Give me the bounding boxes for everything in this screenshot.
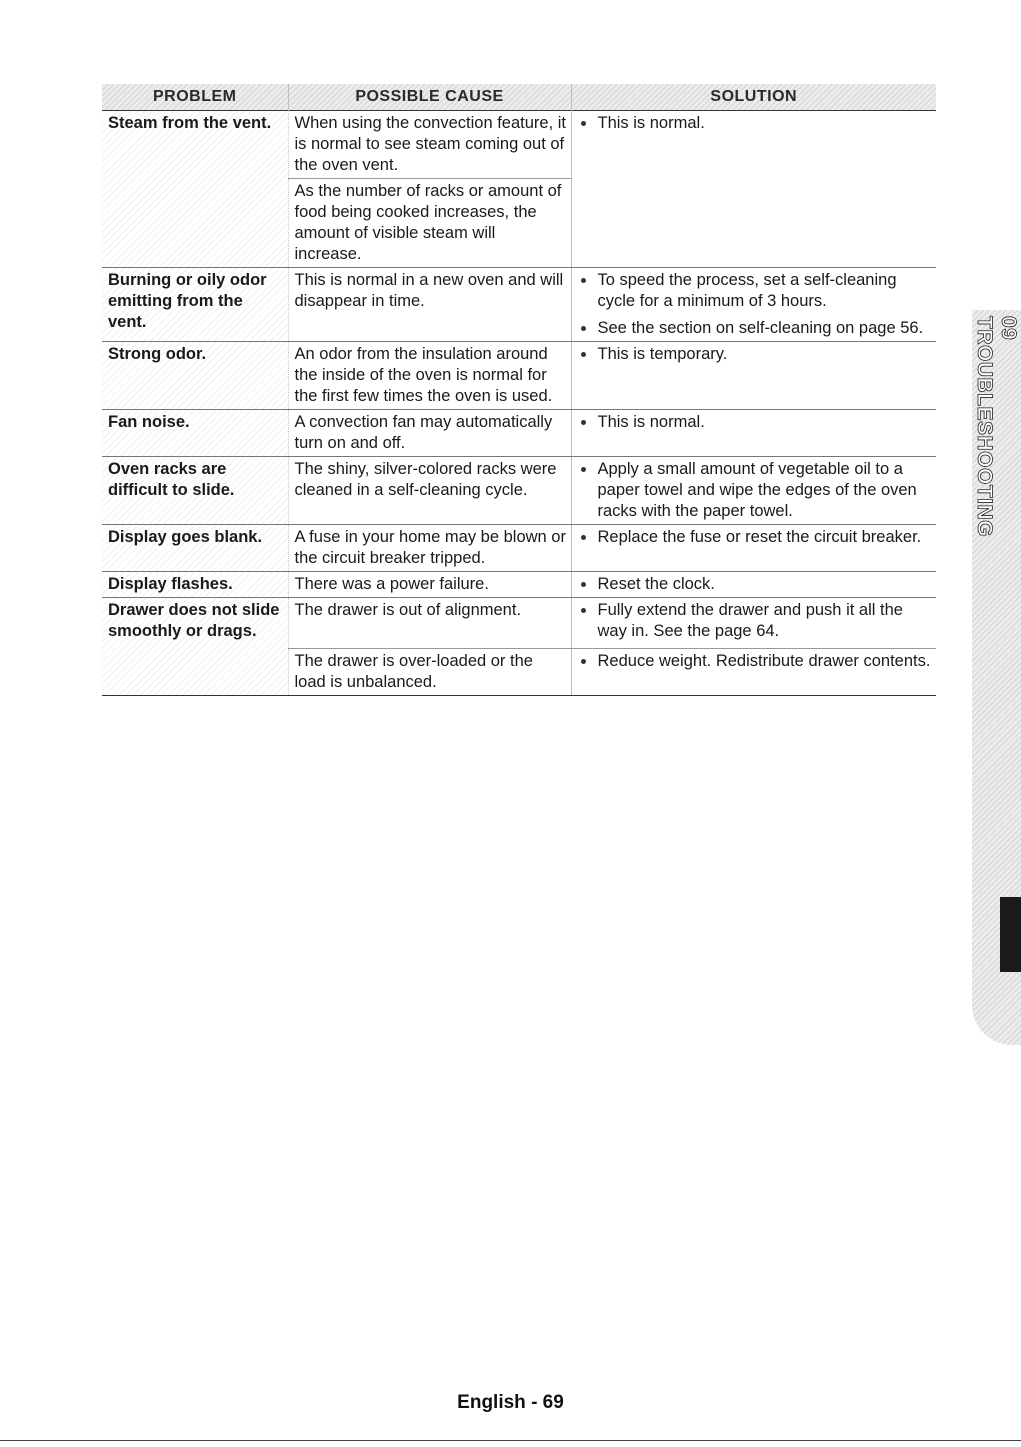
- solution-cell: [571, 598, 936, 649]
- problem-cell: Oven racks are difficult to slide.: [102, 457, 288, 525]
- cause-cell: An odor from the insulation around the inside of the oven is normal for the first few times the oven is used.: [288, 342, 571, 410]
- solution-cell: [571, 649, 936, 696]
- table-row: [102, 598, 936, 649]
- table-row: [102, 268, 936, 342]
- solution-cell: [571, 342, 936, 410]
- solution-item: To speed the process, set a self-cleaning cycle for a minimum of 3 hours.: [578, 270, 937, 312]
- problem-cell: Drawer does not slide smoothly or drags.: [102, 598, 288, 696]
- page-footer: English - 69: [457, 1392, 564, 1413]
- table-row: [102, 525, 936, 572]
- cause-cell: There was a power failure.: [288, 572, 571, 598]
- problem-cell: Fan noise.: [102, 410, 288, 457]
- troubleshooting-table: [102, 84, 936, 696]
- solution-item: Apply a small amount of vegetable oil to a paper towel and wipe the edges of the oven racks with the paper towel.: [578, 459, 937, 522]
- table-row: [102, 410, 936, 457]
- chapter-position-marker: [1000, 897, 1021, 972]
- table-row: [102, 457, 936, 525]
- cause-cell: The shiny, silver-colored racks were cleaned in a self-cleaning cycle.: [288, 457, 571, 525]
- problem-cell: Display flashes.: [102, 572, 288, 598]
- table-header-row: [102, 84, 936, 111]
- table-row: [102, 572, 936, 598]
- cause-cell: A fuse in your home may be blown or the circuit breaker tripped.: [288, 525, 571, 572]
- cause-cell: This is normal in a new oven and will disappear in time.: [288, 268, 571, 342]
- problem-cell: Steam from the vent.: [102, 111, 288, 268]
- solution-item: This is normal.: [578, 113, 937, 134]
- solution-cell: [571, 111, 936, 268]
- solution-cell: [571, 268, 936, 342]
- header-solution: SOLUTION: [571, 84, 936, 111]
- problem-cell: Strong odor.: [102, 342, 288, 410]
- problem-cell: Display goes blank.: [102, 525, 288, 572]
- solution-item: Reduce weight. Redistribute drawer contents.: [578, 651, 937, 672]
- solution-item: Reset the clock.: [578, 574, 937, 595]
- cause-cell: The drawer is out of alignment.: [288, 598, 571, 649]
- solution-cell: [571, 457, 936, 525]
- chapter-side-tab-label: 09 TROUBLESHOOTING: [973, 316, 1020, 537]
- table-row: [102, 111, 936, 179]
- cause-cell: A convection fan may automatically turn on and off.: [288, 410, 571, 457]
- solution-cell: [571, 410, 936, 457]
- header-problem: PROBLEM: [153, 88, 237, 105]
- solution-item: Fully extend the drawer and push it all the way in. See the page 64.: [578, 600, 937, 642]
- solution-item: Replace the fuse or reset the circuit breaker.: [578, 527, 937, 548]
- solution-item: See the section on self-cleaning on page 56.: [578, 318, 937, 339]
- table-row: [102, 342, 936, 410]
- solution-item: This is temporary.: [578, 344, 937, 365]
- bottom-rule: [0, 1440, 1021, 1441]
- solution-cell: [571, 525, 936, 572]
- cause-cell: As the number of racks or amount of food being cooked increases, the amount of visible steam will increase.: [288, 179, 571, 268]
- solution-item: This is normal.: [578, 412, 937, 433]
- cause-cell: The drawer is over-loaded or the load is unbalanced.: [288, 649, 571, 696]
- header-possible-cause: POSSIBLE CAUSE: [288, 84, 571, 111]
- cause-cell: When using the convection feature, it is normal to see steam coming out of the oven vent.: [288, 111, 571, 179]
- solution-cell: [571, 572, 936, 598]
- problem-cell: Burning or oily odor emitting from the vent.: [102, 268, 288, 342]
